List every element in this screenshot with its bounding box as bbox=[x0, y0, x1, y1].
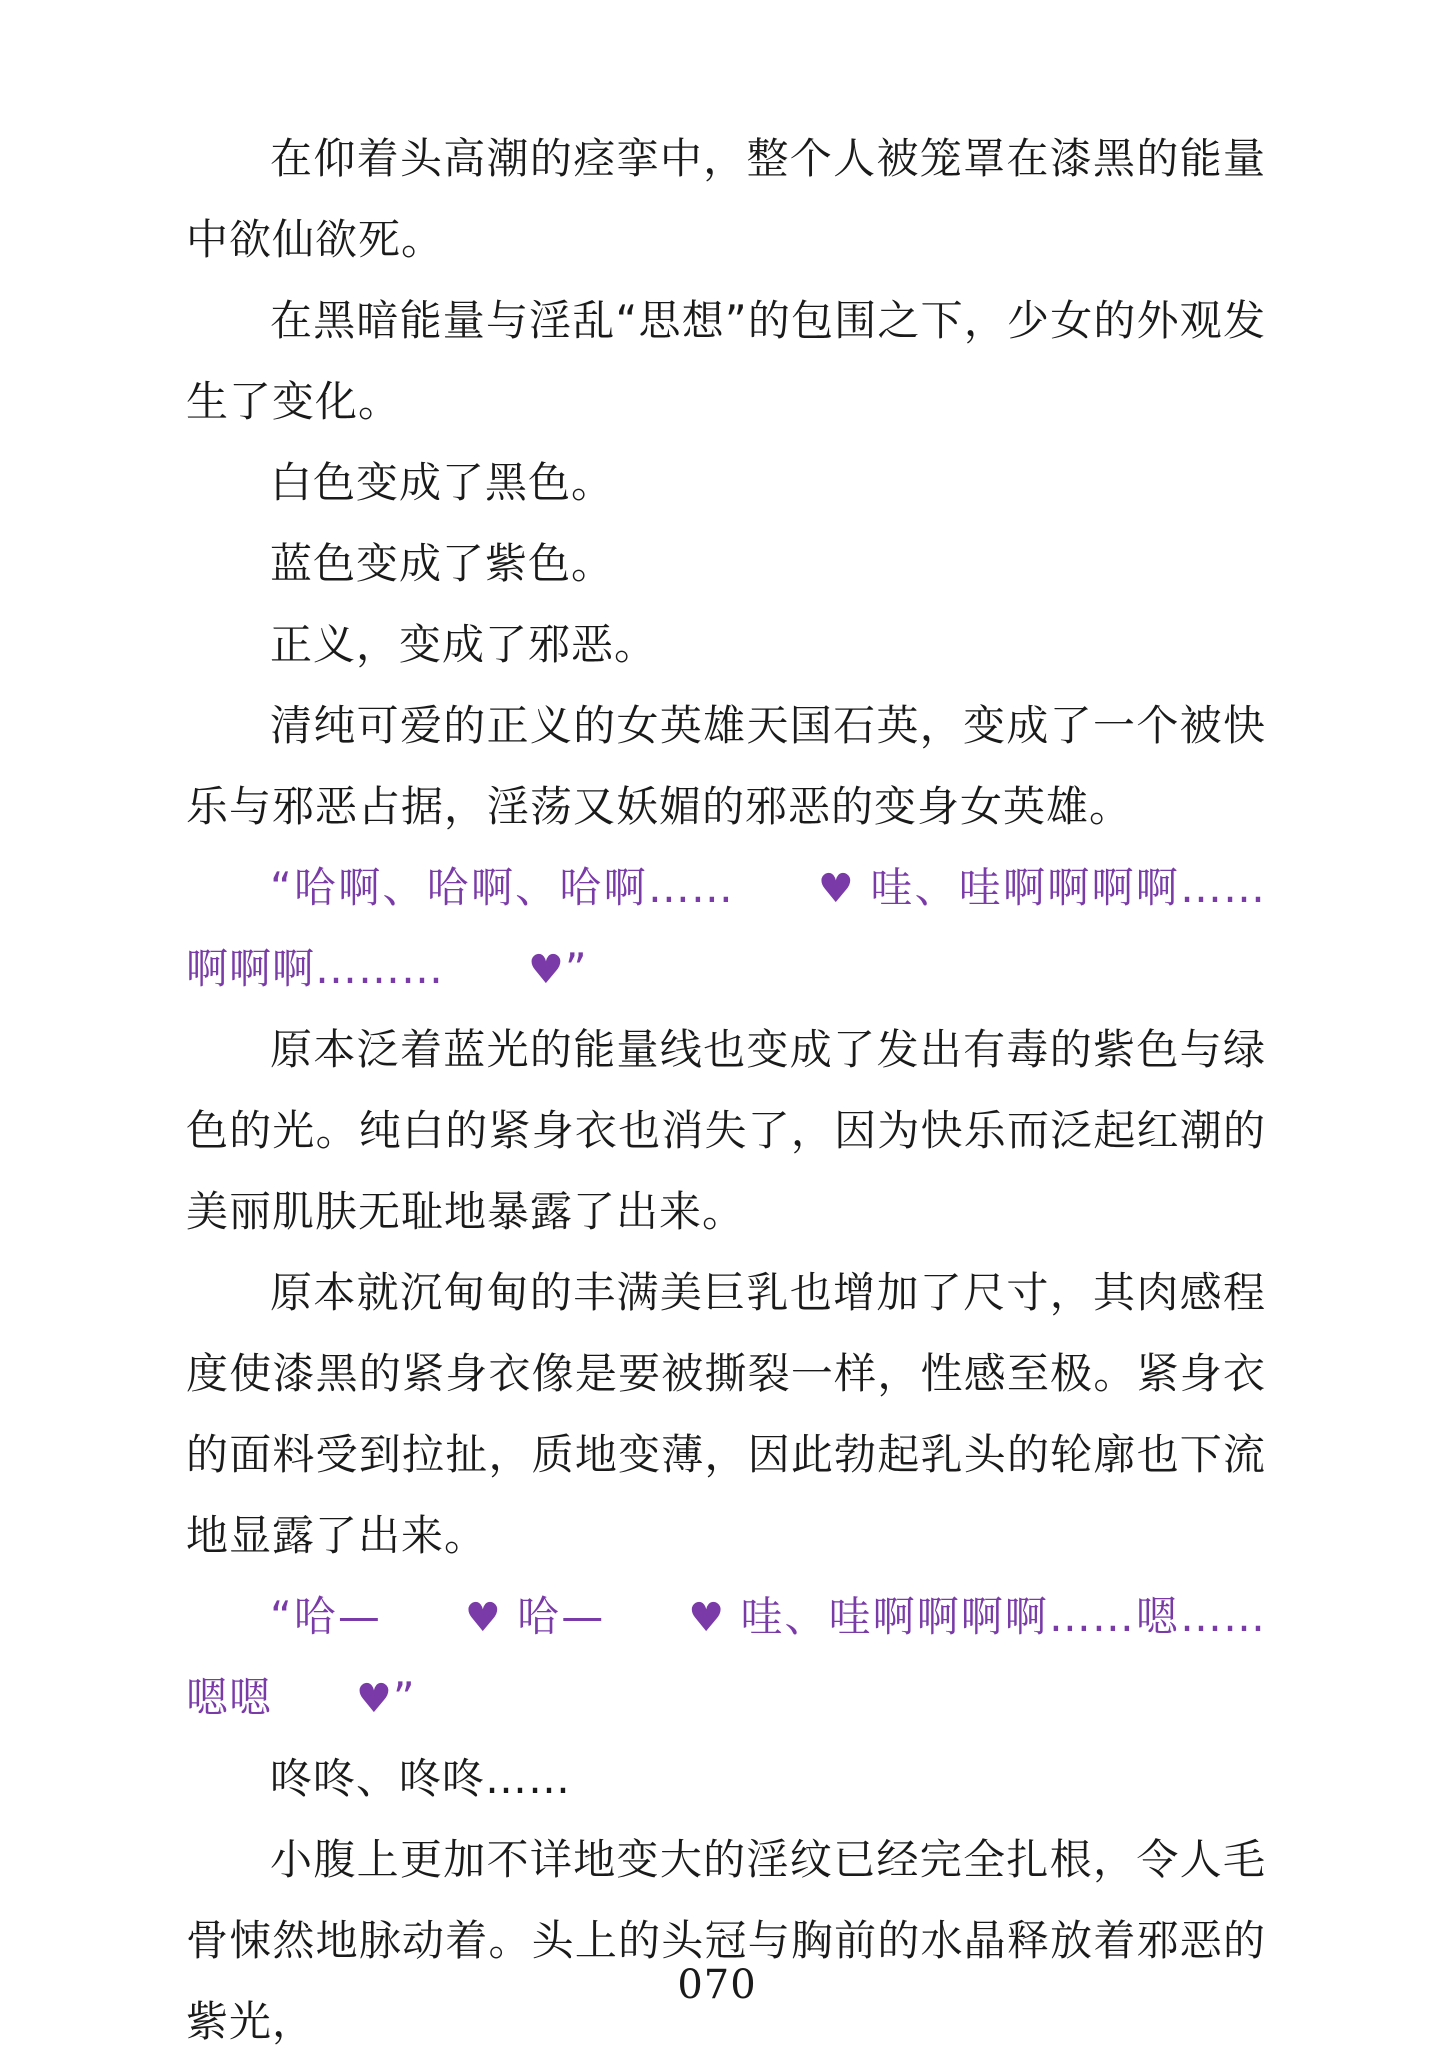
moan-text: ” bbox=[564, 944, 588, 993]
heart-icon: ♥ bbox=[356, 1676, 393, 1722]
moan-text: “哈— bbox=[270, 1592, 381, 1641]
heart-icon: ♥ bbox=[464, 1595, 502, 1641]
paragraph-3: 白色变成了黑色。 bbox=[270, 458, 615, 507]
paragraph-5: 正义，变成了邪恶。 bbox=[270, 620, 658, 669]
moan-text: 哇、哇啊啊啊啊……嗯……嗯嗯 bbox=[186, 1592, 1266, 1722]
paragraph-9: 咚咚、咚咚…… bbox=[270, 1754, 572, 1803]
heart-icon: ♥ bbox=[817, 866, 855, 912]
moan-text: ” bbox=[392, 1673, 416, 1722]
paragraph-8: 原本就沉甸甸的丰满美巨乳也增加了尺寸，其肉感程度使漆黑的紧身衣像是要被撕裂一样，性感至极。紧身衣的面料受到拉扯，质地变薄，因此勃起乳头的轮廓也下流地显露了出来。 bbox=[186, 1268, 1266, 1560]
paragraph-10: 小腹上更加不详地变大的淫纹已经完全扎根，令人毛骨悚然地脉动着。头上的头冠与胸前的水晶释放着邪恶的紫光， bbox=[186, 1835, 1266, 2046]
moan-line-1 bbox=[186, 847, 1266, 1009]
paragraph-7: 原本泛着蓝光的能量线也变成了发出有毒的紫色与绿色的光。纯白的紧身衣也消失了，因为快乐而泛起红潮的美丽肌肤无耻地暴露了出来。 bbox=[186, 1025, 1266, 1236]
text-body bbox=[186, 118, 1266, 2062]
heart-icon: ♥ bbox=[528, 947, 565, 993]
heart-icon: ♥ bbox=[688, 1595, 726, 1641]
moan-line-2 bbox=[186, 1576, 1266, 1738]
moan-text: 哈— bbox=[501, 1592, 605, 1641]
paragraph-1: 在仰着头高潮的痉挛中，整个人被笼罩在漆黑的能量中欲仙欲死。 bbox=[186, 134, 1266, 264]
paragraph-2: 在黑暗能量与淫乱“思想”的包围之下，少女的外观发生了变化。 bbox=[186, 296, 1266, 426]
paragraph-4: 蓝色变成了紫色。 bbox=[270, 539, 615, 588]
page-number: 070 bbox=[677, 1962, 757, 2008]
moan-text: “哈啊、哈啊、哈啊…… bbox=[270, 863, 734, 912]
paragraph-6: 清纯可爱的正义的女英雄天国石英，变成了一个被快乐与邪恶占据，淫荡又妖媚的邪恶的变身女英雄。 bbox=[186, 701, 1266, 831]
moan-text: 哇、哇啊啊啊啊……啊啊啊……… bbox=[186, 863, 1266, 993]
